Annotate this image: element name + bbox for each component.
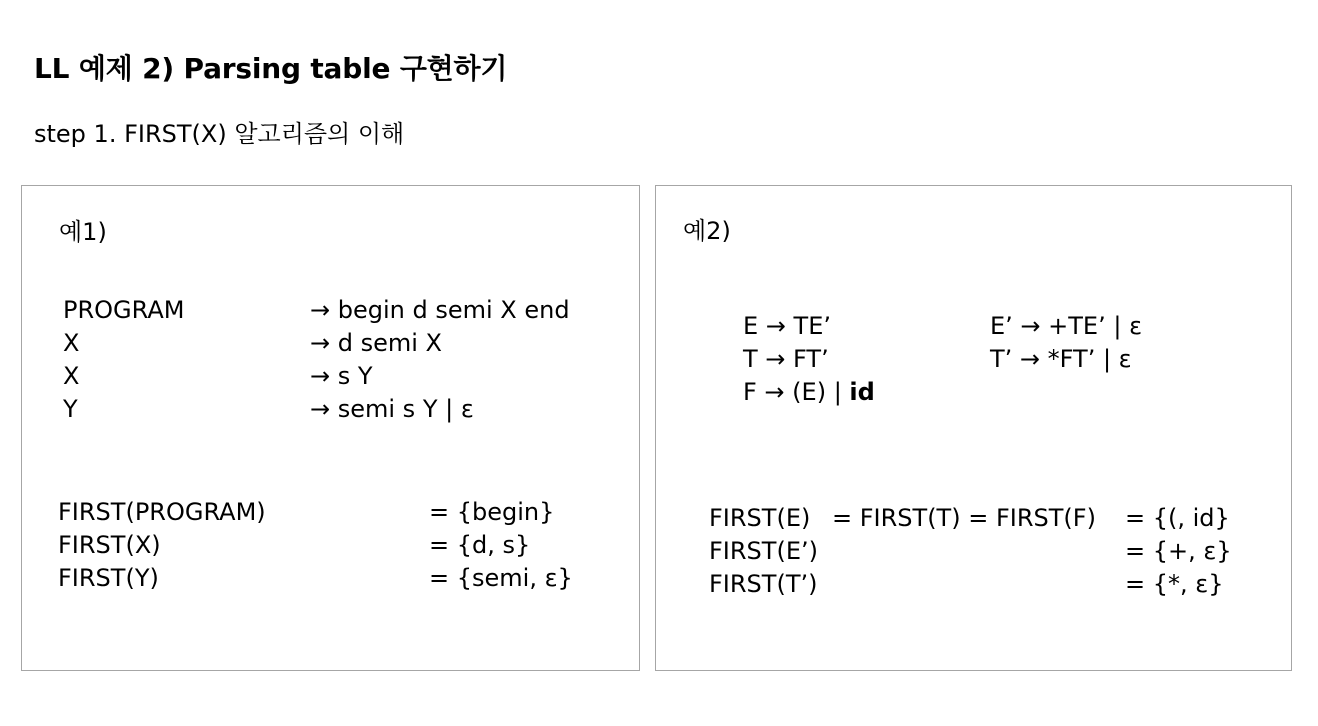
production-left-text: F → (E) | bbox=[743, 378, 850, 406]
example-1-label: 예1) bbox=[59, 218, 107, 246]
first-set-value: = {d, s} bbox=[429, 531, 531, 559]
first-set-value: = {+, ε} bbox=[1125, 537, 1232, 565]
production-left bbox=[743, 376, 875, 409]
production-rhs: → s Y bbox=[310, 362, 373, 390]
page-title: LL 예제 2) Parsing table 구현하기 bbox=[34, 52, 508, 85]
production-left: E → TE’ bbox=[743, 312, 831, 340]
first-set-row bbox=[709, 502, 1279, 535]
first-set-name: FIRST(E’) bbox=[709, 537, 818, 565]
production-rhs: → semi s Y | ε bbox=[310, 395, 474, 423]
page-subtitle: step 1. FIRST(X) 알고리즘의 이해 bbox=[34, 120, 405, 148]
production-lhs: X bbox=[63, 362, 80, 390]
production-left-bold: id bbox=[849, 378, 875, 406]
production-left: T → FT’ bbox=[743, 345, 829, 373]
production-row bbox=[63, 294, 623, 327]
production-row bbox=[743, 376, 1263, 409]
production-row bbox=[63, 360, 623, 393]
first-set-value: = {*, ε} bbox=[1125, 570, 1224, 598]
first-set-name: FIRST(E) bbox=[709, 504, 811, 532]
first-set-row bbox=[709, 535, 1279, 568]
production-lhs: PROGRAM bbox=[63, 296, 185, 324]
production-lhs: Y bbox=[63, 395, 78, 423]
production-row bbox=[743, 343, 1263, 376]
first-set-name: FIRST(Y) bbox=[58, 564, 159, 592]
production-lhs: X bbox=[63, 329, 80, 357]
first-set-row bbox=[58, 562, 618, 595]
production-rhs: → begin d semi X end bbox=[310, 296, 570, 324]
production-rhs: → d semi X bbox=[310, 329, 442, 357]
first-set-value: = {(, id} bbox=[1125, 504, 1230, 532]
production-row bbox=[63, 393, 623, 426]
first-set-middle: = FIRST(T) = FIRST(F) bbox=[832, 504, 1096, 532]
first-set-name: FIRST(PROGRAM) bbox=[58, 498, 266, 526]
production-row bbox=[63, 327, 623, 360]
first-set-row bbox=[709, 568, 1279, 601]
first-set-value: = {begin} bbox=[429, 498, 555, 526]
first-set-row bbox=[58, 496, 618, 529]
first-set-name: FIRST(T’) bbox=[709, 570, 818, 598]
production-right: T’ → *FT’ | ε bbox=[990, 345, 1132, 373]
production-right: E’ → +TE’ | ε bbox=[990, 312, 1143, 340]
example-2-label: 예2) bbox=[683, 217, 731, 245]
example-1-panel bbox=[21, 185, 640, 671]
first-set-value: = {semi, ε} bbox=[429, 564, 573, 592]
production-row bbox=[743, 310, 1263, 343]
first-set-name: FIRST(X) bbox=[58, 531, 161, 559]
first-set-row bbox=[58, 529, 618, 562]
example-2-panel bbox=[655, 185, 1292, 671]
